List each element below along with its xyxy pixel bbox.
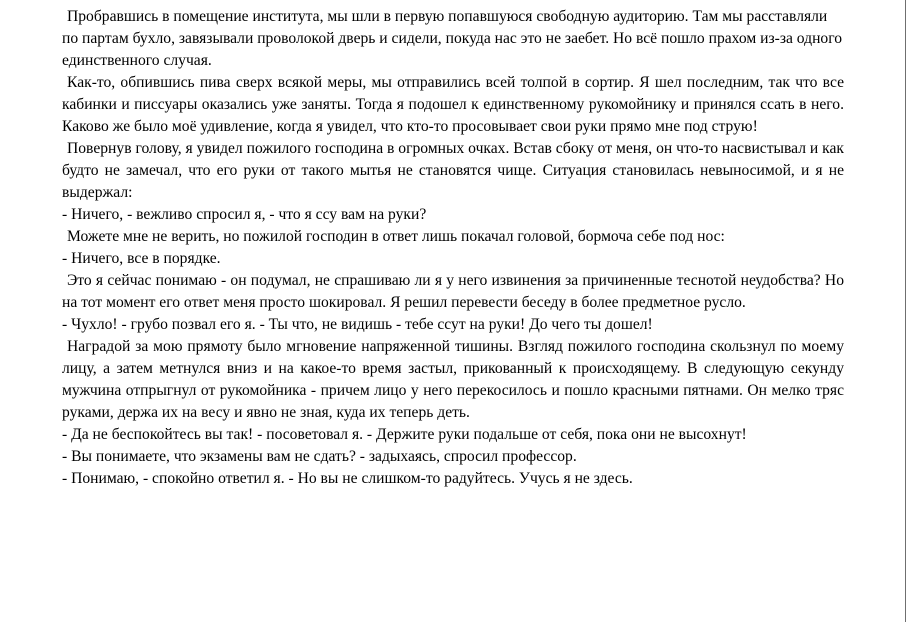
paragraph-5: Можете мне не верить, но пожилой господин в ответ лишь покачал головой, бормоча себе под нос:	[67, 228, 725, 245]
paragraph-8: - Чухло! - грубо позвал его я. - Ты что, не видишь - тебе ссут на руки! До чего ты дошел!	[62, 316, 653, 333]
document-body	[62, 6, 844, 490]
paragraph-7: Это я сейчас понимаю - он подумал, не спрашиваю ли я у него извинения за причиненные теснотой неудобства? Но на тот момент его ответ меня просто шокировал. Я решил перевести беседу в более предметное русло.	[62, 272, 844, 311]
paragraph-9: Наградой за мою прямоту было мгновение напряженной тишины. Взгляд пожилого господина скользнул по моему лицу, а затем метнулся вниз и на какое-то время застыл, прикованный к происходящему. В следующую секунду мужчина отпрыгнул от рукомойника - причем лицо у него перекосилось и пошло красными пятнами. Он мелко тряс руками, держа их на весу и явно не зная, куда их теперь деть.	[62, 338, 844, 421]
paragraph-4: - Ничего, - вежливо спросил я, - что я ссу вам на руки?	[62, 206, 427, 223]
paragraph-1: Пробравшись в помещение института, мы шли в первую попавшуюся свободную аудиторию. Там мы расставляли по партам бухло, завязывали проволокой дверь и сидели, покуда нас это не заебет. Но всё пошло прахом из-за одного единственного случая.	[62, 8, 843, 69]
paragraph-3: Повернув голову, я увидел пожилого господина в огромных очках. Встав сбоку от меня, он что-то насвистывал и как будто не замечал, что его руки от такого мытья не становятся чище. Ситуация становилась невыносимой, и я не выдержал:	[62, 140, 844, 201]
paragraph-2: Как-то, обпившись пива сверх всякой меры, мы отправились всей толпой в сортир. Я шел последним, так что все кабинки и писсуары оказались уже заняты. Тогда я подошел к единственному рукомойнику и принялся ссать в него. Каково же было моё удивление, когда я увидел, что кто-то просовывает свои руки прямо мне под струю!	[62, 74, 844, 135]
paragraph-10: - Да не беспокойтесь вы так! - посоветовал я. - Держите руки подальше от себя, пока они не высохнут!	[62, 426, 747, 443]
paragraph-6: - Ничего, все в порядке.	[62, 250, 221, 267]
paragraph-11: - Вы понимаете, что экзамены вам не сдать? - задыхаясь, спросил профессор.	[62, 448, 577, 465]
paragraph-12: - Понимаю, - спокойно ответил я. - Но вы не слишком-то радуйтесь. Учусь я не здесь.	[62, 470, 633, 487]
